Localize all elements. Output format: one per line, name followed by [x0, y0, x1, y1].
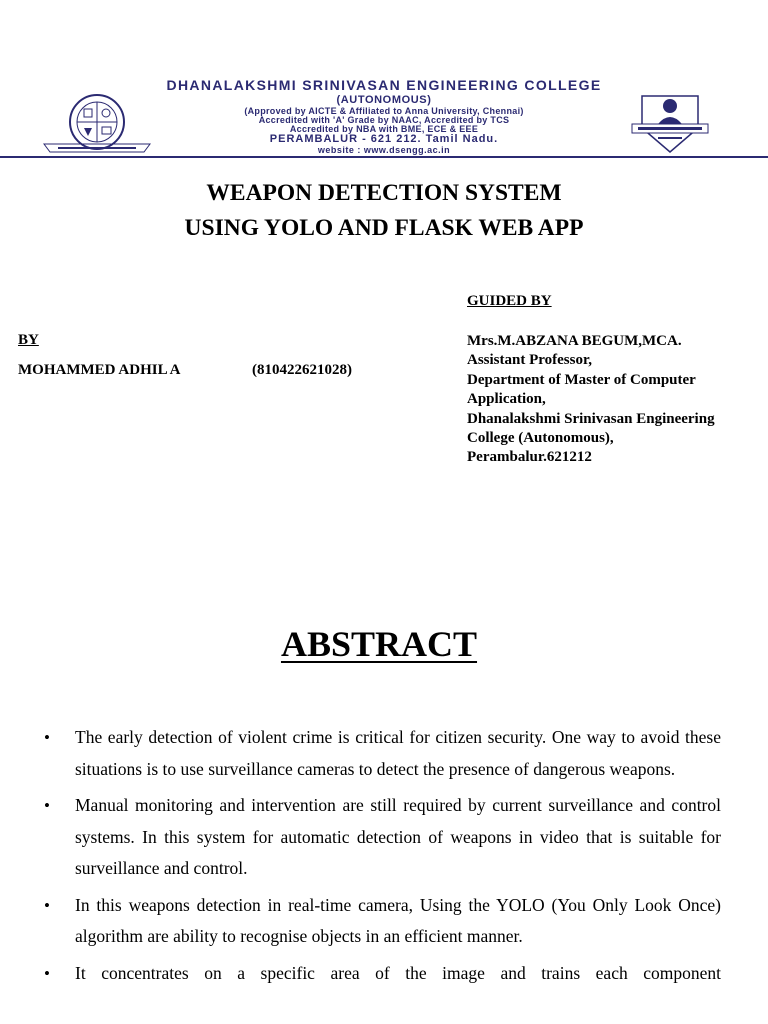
naac-line: Accredited with 'A' Grade by NAAC, Accredited by TCS [258, 115, 510, 125]
guide-department-cont: Application, [467, 391, 546, 408]
letterhead-divider [0, 156, 768, 158]
list-item [0, 958, 768, 990]
bullet-text: It concentrates on a specific area of the image and trains each component [75, 962, 721, 983]
abstract-heading: ABSTRACT [280, 624, 478, 664]
by-label: BY [18, 332, 39, 348]
bullet-text: The early detection of violent crime is critical for citizen security. One way to avoid these situations is to use surveillance cameras to detect the presence of dangerous weapons. [75, 727, 721, 779]
list-item [0, 722, 768, 785]
project-title-line2: USING YOLO AND FLASK WEB APP [184, 215, 584, 241]
college-emblem-logo [38, 92, 156, 156]
list-item [0, 790, 768, 885]
bullet-marker: • [44, 963, 50, 983]
project-title-line1: WEAPON DETECTION SYSTEM [206, 180, 562, 206]
list-item [0, 890, 768, 953]
website-line: website : www.dsengg.ac.in [317, 145, 451, 155]
nba-line: Accredited by NBA with BME, ECE & EEE [289, 124, 479, 134]
student-name: MOHAMMED ADHIL A [18, 362, 181, 378]
bullet-text: Manual monitoring and intervention are still required by current surveillance and control systems. In this system for automatic detection of weapons in video that is suitable for surveillance and control. [75, 795, 721, 878]
guide-location: Perambalur.621212 [467, 449, 592, 466]
bullet-text: In this weapons detection in real-time camera, Using the YOLO (You Only Look Once) algorithm are ability to recognise objects in an efficient manner. [75, 894, 721, 946]
abstract-bullet-list [0, 722, 768, 994]
guide-designation: Assistant Professor, [467, 352, 593, 369]
college-name: DHANALAKSHMI SRINIVASAN ENGINEERING COLLEGE [166, 77, 602, 93]
bullet-marker: • [44, 728, 50, 747]
guide-name: Mrs.M.ABZANA BEGUM,MCA. [467, 333, 682, 349]
guided-by-label: GUIDED BY [467, 293, 552, 309]
address-line: PERAMBALUR - 621 212. Tamil Nadu. [269, 133, 499, 145]
guide-details [467, 332, 715, 468]
bullet-marker: • [44, 796, 50, 815]
founder-portrait-logo [628, 92, 712, 154]
guide-college: Dhanalakshmi Srinivasan Engineering [467, 410, 715, 427]
autonomous-label: (AUTONOMOUS) [336, 94, 432, 106]
approval-line: (Approved by AICTE & Affiliated to Anna University, Chennai) [244, 106, 524, 116]
guide-college-cont: College (Autonomous), [467, 430, 614, 447]
bullet-marker: • [44, 895, 50, 915]
student-reg-no: (810422621028) [252, 362, 352, 378]
guide-department: Department of Master of Computer [467, 371, 696, 388]
